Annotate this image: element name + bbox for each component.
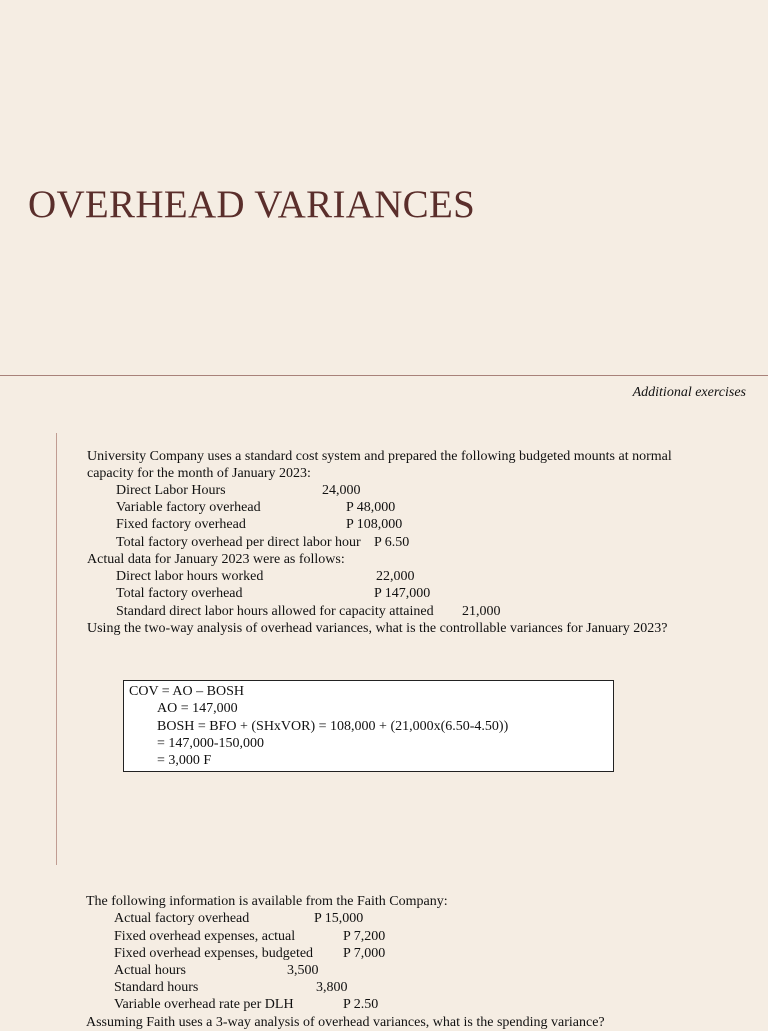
page-title: OVERHEAD VARIANCES <box>28 183 476 227</box>
ex2-item-label: Fixed overhead expenses, actual <box>114 929 296 944</box>
ex1-actual-label: Direct labor hours worked <box>116 569 264 584</box>
ex1-intro-line-2: capacity for the month of January 2023: <box>87 466 311 481</box>
title-divider <box>0 375 768 376</box>
solution-line: = 147,000-150,000 <box>157 736 265 751</box>
ex2-intro: The following information is available from the Faith Company: <box>86 894 448 909</box>
ex1-actual-label: Standard direct labor hours allowed for capacity attained <box>116 604 434 619</box>
solution-line: AO = 147,000 <box>157 701 238 716</box>
ex1-actual-intro: Actual data for January 2023 were as follows: <box>87 552 345 567</box>
ex1-budget-value: P 6.50 <box>374 535 410 550</box>
ex2-item-label: Actual factory overhead <box>114 911 250 926</box>
ex1-question: Using the two-way analysis of overhead variances, what is the controllable variances for January 2023? <box>87 621 668 636</box>
ex1-budget-value: P 108,000 <box>346 517 403 532</box>
ex2-item-value: 3,800 <box>316 980 348 995</box>
ex2-item-label: Variable overhead rate per DLH <box>114 997 294 1012</box>
ex2-item-value: P 7,200 <box>343 929 386 944</box>
solution-line: = 3,000 F <box>157 753 212 768</box>
ex2-item-label: Standard hours <box>114 980 199 995</box>
ex2-item-value: P 7,000 <box>343 946 386 961</box>
ex1-actual-value: P 147,000 <box>374 586 431 601</box>
ex1-budget-label: Fixed factory overhead <box>116 517 246 532</box>
ex1-budget-label: Variable factory overhead <box>116 500 261 515</box>
margin-rule <box>56 433 57 865</box>
ex1-budget-value: P 48,000 <box>346 500 396 515</box>
ex2-item-label: Fixed overhead expenses, budgeted <box>114 946 314 961</box>
solution-line: BOSH = BFO + (SHxVOR) = 108,000 + (21,000x(6.50-4.50)) <box>157 719 509 734</box>
ex2-item-value: P 15,000 <box>314 911 364 926</box>
solution-line: COV = AO – BOSH <box>129 684 244 699</box>
ex1-intro-line-1: University Company uses a standard cost system and prepared the following budgeted mounts at normal <box>87 449 672 464</box>
ex2-item-label: Actual hours <box>114 963 186 978</box>
ex2-question: Assuming Faith uses a 3-way analysis of overhead variances, what is the spending variance? <box>86 1015 605 1030</box>
ex1-budget-value: 24,000 <box>322 483 361 498</box>
ex1-budget-label: Total factory overhead per direct labor hour <box>116 535 361 550</box>
ex2-item-value: P 2.50 <box>343 997 379 1012</box>
ex1-budget-label: Direct Labor Hours <box>116 483 226 498</box>
subtitle: Additional exercises <box>632 385 746 400</box>
ex1-actual-value: 21,000 <box>462 604 501 619</box>
ex2-item-value: 3,500 <box>287 963 319 978</box>
ex1-actual-value: 22,000 <box>376 569 415 584</box>
ex1-actual-label: Total factory overhead <box>116 586 243 601</box>
